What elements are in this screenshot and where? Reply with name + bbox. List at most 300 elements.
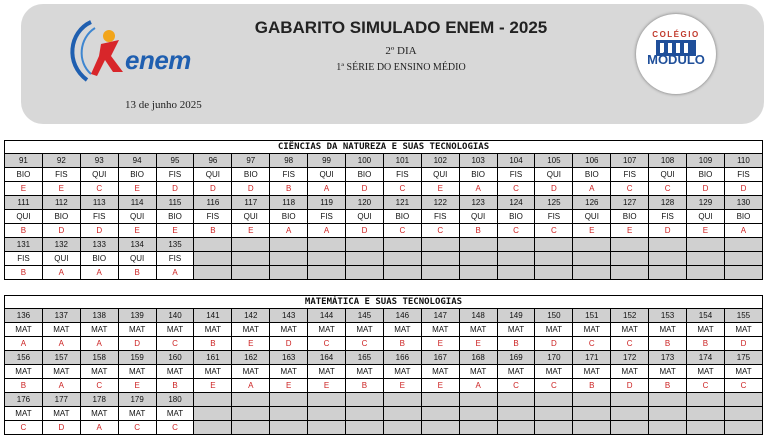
answer-cell	[232, 266, 270, 280]
answer-grid-natureza	[4, 153, 763, 280]
question-number-cell: 120	[346, 196, 384, 210]
question-number-cell	[649, 393, 687, 407]
subject-cell	[687, 252, 725, 266]
answer-cell: C	[535, 379, 573, 393]
question-number-cell: 173	[649, 351, 687, 365]
answer-cell	[611, 421, 649, 435]
question-number-cell: 180	[156, 393, 194, 407]
question-number-cell: 151	[573, 309, 611, 323]
subject-cell: QUI	[346, 210, 384, 224]
subject-cell: BIO	[573, 168, 611, 182]
subject-cell	[459, 407, 497, 421]
subject-cell: FIS	[5, 252, 43, 266]
answer-row	[5, 266, 763, 280]
subject-cell: MAT	[194, 323, 232, 337]
school-logo	[636, 14, 716, 94]
answer-cell	[232, 421, 270, 435]
question-number-cell: 113	[80, 196, 118, 210]
subject-cell	[308, 407, 346, 421]
question-number-cell: 121	[383, 196, 421, 210]
question-number-cell: 92	[42, 154, 80, 168]
question-number-cell: 101	[383, 154, 421, 168]
subject-cell	[649, 252, 687, 266]
question-number-cell: 155	[724, 309, 762, 323]
answer-cell: D	[80, 224, 118, 238]
question-number-cell: 107	[611, 154, 649, 168]
subject-cell: MAT	[42, 323, 80, 337]
answer-cell	[270, 266, 308, 280]
answer-cell: E	[308, 379, 346, 393]
answer-cell	[535, 266, 573, 280]
subject-cell: MAT	[156, 407, 194, 421]
answer-row	[5, 379, 763, 393]
subject-cell: QUI	[308, 168, 346, 182]
answer-cell	[687, 266, 725, 280]
answer-cell	[459, 421, 497, 435]
question-number-cell: 106	[573, 154, 611, 168]
answer-cell: B	[346, 379, 384, 393]
subject-cell: FIS	[194, 210, 232, 224]
subject-row	[5, 407, 763, 421]
answer-cell: B	[194, 337, 232, 351]
subject-cell: FIS	[724, 168, 762, 182]
question-number-cell	[535, 393, 573, 407]
question-number-cell: 138	[80, 309, 118, 323]
subject-cell: MAT	[308, 323, 346, 337]
answer-cell: C	[118, 421, 156, 435]
question-number-cell: 152	[611, 309, 649, 323]
question-number-row	[5, 393, 763, 407]
question-number-cell: 112	[42, 196, 80, 210]
question-number-cell: 176	[5, 393, 43, 407]
subject-cell: BIO	[80, 252, 118, 266]
question-number-cell	[459, 238, 497, 252]
question-number-cell	[611, 393, 649, 407]
question-number-cell: 159	[118, 351, 156, 365]
subject-cell: BIO	[156, 210, 194, 224]
answer-cell	[421, 266, 459, 280]
answer-cell: A	[156, 266, 194, 280]
subject-cell	[383, 252, 421, 266]
answer-cell	[459, 266, 497, 280]
school-logo-top-text: COLÉGIO	[652, 30, 700, 39]
subject-cell: MAT	[724, 323, 762, 337]
answer-row	[5, 337, 763, 351]
subject-cell	[194, 407, 232, 421]
answer-cell: A	[459, 182, 497, 196]
subject-cell: MAT	[270, 323, 308, 337]
answer-cell	[346, 421, 384, 435]
question-number-cell: 117	[232, 196, 270, 210]
answer-cell: C	[383, 224, 421, 238]
question-number-cell: 158	[80, 351, 118, 365]
answer-row	[5, 224, 763, 238]
question-number-cell: 127	[611, 196, 649, 210]
answer-cell: A	[80, 421, 118, 435]
answer-cell: A	[308, 224, 346, 238]
subject-cell: QUI	[42, 252, 80, 266]
subject-cell: MAT	[5, 365, 43, 379]
answer-cell: B	[497, 337, 535, 351]
answer-cell: C	[497, 379, 535, 393]
subject-row	[5, 168, 763, 182]
question-number-cell: 110	[724, 154, 762, 168]
answer-cell: D	[42, 224, 80, 238]
answer-cell	[649, 421, 687, 435]
subject-cell	[573, 252, 611, 266]
subject-cell: MAT	[497, 323, 535, 337]
question-number-cell	[270, 393, 308, 407]
answer-cell: C	[80, 379, 118, 393]
subject-cell: FIS	[497, 168, 535, 182]
question-number-cell: 109	[687, 154, 725, 168]
answer-cell: A	[724, 224, 762, 238]
subject-cell: MAT	[573, 365, 611, 379]
subject-cell: MAT	[724, 365, 762, 379]
answer-cell: C	[421, 224, 459, 238]
question-number-cell	[346, 238, 384, 252]
subject-cell: BIO	[346, 168, 384, 182]
subject-cell: QUI	[118, 210, 156, 224]
answer-cell: A	[270, 224, 308, 238]
subject-cell	[459, 252, 497, 266]
answer-cell: A	[42, 266, 80, 280]
answer-row	[5, 182, 763, 196]
answer-cell: B	[649, 379, 687, 393]
question-number-cell: 179	[118, 393, 156, 407]
answer-cell	[724, 421, 762, 435]
answer-cell: B	[459, 224, 497, 238]
subject-cell: QUI	[459, 210, 497, 224]
subject-cell: MAT	[649, 365, 687, 379]
answer-cell: C	[535, 224, 573, 238]
question-number-cell: 126	[573, 196, 611, 210]
question-number-cell: 168	[459, 351, 497, 365]
question-number-cell: 139	[118, 309, 156, 323]
answer-cell: D	[724, 182, 762, 196]
answer-cell: E	[459, 337, 497, 351]
subject-cell: MAT	[611, 365, 649, 379]
answer-cell: D	[346, 224, 384, 238]
question-number-cell	[497, 238, 535, 252]
page-title: GABARITO SIMULADO ENEM - 2025	[254, 18, 548, 37]
subject-cell: BIO	[270, 210, 308, 224]
answer-cell: C	[687, 379, 725, 393]
question-number-cell	[383, 393, 421, 407]
subject-row	[5, 323, 763, 337]
question-number-cell: 141	[194, 309, 232, 323]
question-number-cell: 100	[346, 154, 384, 168]
question-number-cell: 165	[346, 351, 384, 365]
subject-cell: MAT	[535, 365, 573, 379]
answer-cell: E	[118, 224, 156, 238]
subject-cell: MAT	[421, 365, 459, 379]
question-number-cell	[649, 238, 687, 252]
answer-cell: A	[42, 337, 80, 351]
subject-cell: MAT	[687, 365, 725, 379]
subject-cell: MAT	[308, 365, 346, 379]
answer-cell: A	[573, 182, 611, 196]
answer-cell: A	[42, 379, 80, 393]
question-number-cell	[687, 238, 725, 252]
question-number-cell: 174	[687, 351, 725, 365]
subject-cell: QUI	[649, 168, 687, 182]
question-number-cell	[346, 393, 384, 407]
subject-cell: FIS	[383, 168, 421, 182]
question-number-cell: 167	[421, 351, 459, 365]
question-number-cell: 169	[497, 351, 535, 365]
answer-cell: E	[421, 182, 459, 196]
subject-cell: MAT	[383, 323, 421, 337]
question-number-cell: 91	[5, 154, 43, 168]
answer-row	[5, 421, 763, 435]
question-number-cell: 118	[270, 196, 308, 210]
question-number-cell: 108	[649, 154, 687, 168]
answer-cell	[724, 266, 762, 280]
question-number-cell	[194, 238, 232, 252]
question-number-cell: 163	[270, 351, 308, 365]
question-number-cell	[497, 393, 535, 407]
question-number-cell: 111	[5, 196, 43, 210]
answer-cell	[535, 421, 573, 435]
question-number-cell	[232, 238, 270, 252]
question-number-cell: 123	[459, 196, 497, 210]
exam-date: 13 de junho 2025	[125, 99, 202, 111]
answer-cell: D	[118, 337, 156, 351]
question-number-cell: 166	[383, 351, 421, 365]
answer-cell	[649, 266, 687, 280]
subject-row	[5, 252, 763, 266]
question-number-cell: 133	[80, 238, 118, 252]
answer-cell: E	[421, 379, 459, 393]
answer-cell: D	[270, 337, 308, 351]
section-title-natureza: CIÊNCIAS DA NATUREZA E SUAS TECNOLOGIAS	[4, 140, 763, 153]
subject-cell: BIO	[724, 210, 762, 224]
subject-row	[5, 210, 763, 224]
answer-cell: B	[573, 379, 611, 393]
question-number-cell: 161	[194, 351, 232, 365]
question-number-cell: 93	[80, 154, 118, 168]
subject-cell: QUI	[80, 168, 118, 182]
answer-cell	[194, 266, 232, 280]
answer-cell: A	[232, 379, 270, 393]
answer-cell: B	[118, 266, 156, 280]
subject-cell: FIS	[80, 210, 118, 224]
subject-cell	[308, 252, 346, 266]
question-number-cell: 132	[42, 238, 80, 252]
question-number-cell: 153	[649, 309, 687, 323]
subject-cell: MAT	[118, 407, 156, 421]
answer-cell: E	[232, 337, 270, 351]
answer-cell	[421, 421, 459, 435]
subject-cell: MAT	[459, 323, 497, 337]
answer-cell: B	[156, 379, 194, 393]
question-number-cell: 97	[232, 154, 270, 168]
answer-cell	[383, 266, 421, 280]
subject-cell: MAT	[497, 365, 535, 379]
subject-cell	[421, 252, 459, 266]
answer-cell: C	[156, 337, 194, 351]
subject-cell: MAT	[459, 365, 497, 379]
question-number-cell: 105	[535, 154, 573, 168]
answer-cell: B	[5, 379, 43, 393]
question-number-cell: 116	[194, 196, 232, 210]
answer-cell: C	[573, 337, 611, 351]
answer-cell: C	[156, 421, 194, 435]
answer-cell	[194, 421, 232, 435]
subject-cell	[497, 407, 535, 421]
answer-cell: E	[421, 337, 459, 351]
subject-cell: BIO	[611, 210, 649, 224]
question-number-cell: 94	[118, 154, 156, 168]
answer-cell: C	[80, 182, 118, 196]
question-number-cell: 104	[497, 154, 535, 168]
subject-cell: FIS	[156, 168, 194, 182]
subject-cell: QUI	[573, 210, 611, 224]
subject-cell: MAT	[232, 323, 270, 337]
question-number-cell: 177	[42, 393, 80, 407]
question-number-cell: 135	[156, 238, 194, 252]
question-number-row	[5, 238, 763, 252]
question-number-cell: 129	[687, 196, 725, 210]
answer-cell	[383, 421, 421, 435]
subject-cell	[724, 407, 762, 421]
answer-cell: D	[346, 182, 384, 196]
subject-cell	[724, 252, 762, 266]
subject-cell	[346, 407, 384, 421]
subject-cell: MAT	[687, 323, 725, 337]
subject-cell	[194, 252, 232, 266]
answer-cell	[270, 421, 308, 435]
header-banner	[21, 4, 764, 124]
answer-cell	[687, 421, 725, 435]
subject-cell	[535, 407, 573, 421]
answer-cell: E	[270, 379, 308, 393]
section-title-matematica: MATEMÁTICA E SUAS TECNOLOGIAS	[4, 295, 763, 308]
question-number-cell	[308, 393, 346, 407]
school-grade: 1ª SÉRIE DO ENSINO MÉDIO	[336, 62, 466, 73]
question-number-cell	[421, 238, 459, 252]
answer-cell: D	[42, 421, 80, 435]
answer-cell: C	[649, 182, 687, 196]
question-number-cell: 162	[232, 351, 270, 365]
question-number-cell: 175	[724, 351, 762, 365]
answer-cell: E	[687, 224, 725, 238]
subject-cell: MAT	[156, 365, 194, 379]
answer-cell: E	[118, 182, 156, 196]
question-number-cell: 119	[308, 196, 346, 210]
question-number-cell	[724, 393, 762, 407]
subject-cell: MAT	[80, 407, 118, 421]
subject-cell: MAT	[5, 323, 43, 337]
subject-cell: MAT	[80, 365, 118, 379]
subject-row	[5, 365, 763, 379]
answer-cell: A	[80, 266, 118, 280]
subject-cell	[383, 407, 421, 421]
answer-cell	[573, 421, 611, 435]
question-number-cell: 157	[42, 351, 80, 365]
question-number-cell: 95	[156, 154, 194, 168]
subject-cell: BIO	[232, 168, 270, 182]
question-number-cell: 172	[611, 351, 649, 365]
subject-cell: MAT	[118, 323, 156, 337]
subject-cell: MAT	[42, 365, 80, 379]
question-number-cell: 96	[194, 154, 232, 168]
subject-cell: BIO	[42, 210, 80, 224]
answer-cell: B	[194, 224, 232, 238]
subject-cell: QUI	[687, 210, 725, 224]
answer-cell: D	[194, 182, 232, 196]
subject-cell	[611, 252, 649, 266]
answer-cell: B	[5, 266, 43, 280]
subject-cell: MAT	[270, 365, 308, 379]
subject-cell: MAT	[42, 407, 80, 421]
question-number-cell	[573, 393, 611, 407]
question-number-cell	[724, 238, 762, 252]
subject-cell: QUI	[421, 168, 459, 182]
subject-cell	[611, 407, 649, 421]
subject-cell: MAT	[649, 323, 687, 337]
answer-cell	[573, 266, 611, 280]
subject-cell: QUI	[118, 252, 156, 266]
question-number-cell	[573, 238, 611, 252]
subject-cell	[497, 252, 535, 266]
question-number-row	[5, 196, 763, 210]
subject-cell: MAT	[232, 365, 270, 379]
subject-cell	[687, 407, 725, 421]
subject-cell: QUI	[5, 210, 43, 224]
question-number-cell: 130	[724, 196, 762, 210]
answer-cell: C	[611, 337, 649, 351]
subject-cell: MAT	[611, 323, 649, 337]
question-number-row	[5, 154, 763, 168]
answer-cell	[308, 266, 346, 280]
answer-cell	[308, 421, 346, 435]
answer-cell: E	[194, 379, 232, 393]
question-number-cell: 150	[535, 309, 573, 323]
question-number-cell	[459, 393, 497, 407]
subject-cell: MAT	[421, 323, 459, 337]
answer-cell: D	[687, 182, 725, 196]
subject-cell: QUI	[194, 168, 232, 182]
subject-cell: FIS	[308, 210, 346, 224]
answer-cell: C	[497, 224, 535, 238]
subject-cell	[573, 407, 611, 421]
subject-cell: MAT	[80, 323, 118, 337]
subject-cell: QUI	[535, 168, 573, 182]
subject-cell: FIS	[611, 168, 649, 182]
question-number-cell: 136	[5, 309, 43, 323]
subject-cell: MAT	[194, 365, 232, 379]
question-number-cell: 146	[383, 309, 421, 323]
subject-cell: MAT	[535, 323, 573, 337]
subject-cell: BIO	[687, 168, 725, 182]
question-number-cell	[611, 238, 649, 252]
answer-cell: A	[5, 337, 43, 351]
question-number-cell	[194, 393, 232, 407]
question-number-cell: 154	[687, 309, 725, 323]
subject-cell: MAT	[346, 365, 384, 379]
subject-cell: BIO	[118, 168, 156, 182]
question-number-cell: 160	[156, 351, 194, 365]
subject-cell: MAT	[5, 407, 43, 421]
subject-cell: BIO	[5, 168, 43, 182]
answer-cell: E	[42, 182, 80, 196]
answer-cell: D	[724, 337, 762, 351]
answer-cell: B	[687, 337, 725, 351]
answer-cell: D	[611, 379, 649, 393]
question-number-cell: 98	[270, 154, 308, 168]
